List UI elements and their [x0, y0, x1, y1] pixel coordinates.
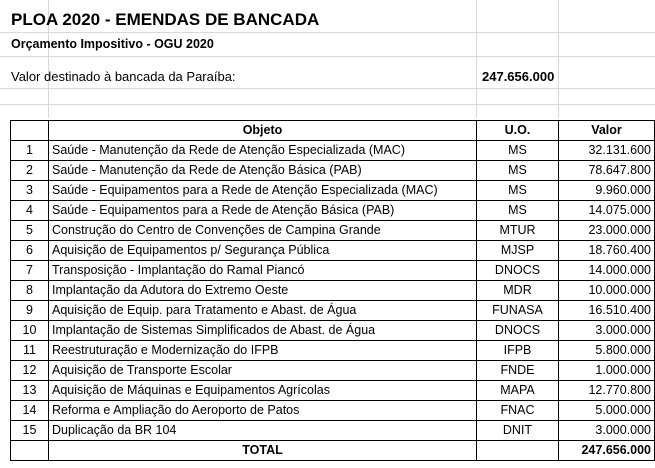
row-valor: 14.075.000	[559, 201, 655, 221]
table-row	[11, 161, 655, 181]
row-objeto: Saúde - Equipamentos para a Rede de Atenção Especializada (MAC)	[49, 181, 477, 201]
row-objeto: Aquisição de Transporte Escolar	[49, 361, 477, 381]
row-valor: 14.000.000	[559, 261, 655, 281]
gridline	[0, 56, 655, 57]
row-number: 7	[11, 261, 49, 281]
table-row	[11, 401, 655, 421]
table-row	[11, 181, 655, 201]
row-objeto: Saúde - Equipamentos para a Rede de Atenção Básica (PAB)	[49, 201, 477, 221]
row-valor: 12.770.800	[559, 381, 655, 401]
row-valor: 78.647.800	[559, 161, 655, 181]
row-uo: MTUR	[477, 221, 559, 241]
row-number: 15	[11, 421, 49, 441]
row-valor: 5.800.000	[559, 341, 655, 361]
emendas-table	[10, 120, 655, 461]
row-number: 9	[11, 301, 49, 321]
row-objeto: Implantação da Adutora do Extremo Oeste	[49, 281, 477, 301]
row-objeto: Saúde - Manutenção da Rede de Atenção Básica (PAB)	[49, 161, 477, 181]
row-objeto: Implantação de Sistemas Simplificados de Abast. de Água	[49, 321, 477, 341]
row-uo: MS	[477, 201, 559, 221]
page-subtitle: Orçamento Impositivo - OGU 2020	[11, 37, 214, 51]
row-number: 1	[11, 141, 49, 161]
row-valor: 23.000.000	[559, 221, 655, 241]
row-objeto: Aquisição de Equipamentos p/ Segurança Pública	[49, 241, 477, 261]
row-valor: 5.000.000	[559, 401, 655, 421]
row-number: 12	[11, 361, 49, 381]
page-title: PLOA 2020 - EMENDAS DE BANCADA	[11, 10, 320, 29]
table-row	[11, 261, 655, 281]
total-blank-cell	[477, 441, 559, 461]
row-uo: MAPA	[477, 381, 559, 401]
header-objeto: Objeto	[49, 121, 477, 141]
row-number: 5	[11, 221, 49, 241]
row-objeto: Reestruturação e Modernização do IFPB	[49, 341, 477, 361]
table-row	[11, 201, 655, 221]
row-number: 3	[11, 181, 49, 201]
row-uo: FUNASA	[477, 301, 559, 321]
row-number: 13	[11, 381, 49, 401]
row-number: 10	[11, 321, 49, 341]
row-objeto: Aquisição de Máquinas e Equipamentos Agrícolas	[49, 381, 477, 401]
row-valor: 3.000.000	[559, 421, 655, 441]
table-row	[11, 241, 655, 261]
table-row	[11, 301, 655, 321]
row-valor: 3.000.000	[559, 321, 655, 341]
row-uo: DNOCS	[477, 321, 559, 341]
row-objeto: Construção do Centro de Convenções de Campina Grande	[49, 221, 477, 241]
row-uo: MS	[477, 161, 559, 181]
row-valor: 16.510.400	[559, 301, 655, 321]
row-number: 11	[11, 341, 49, 361]
header-valor: Valor	[559, 121, 655, 141]
row-uo: DNIT	[477, 421, 559, 441]
row-uo: MS	[477, 181, 559, 201]
row-uo: MJSP	[477, 241, 559, 261]
table-row	[11, 321, 655, 341]
row-valor: 18.760.400	[559, 241, 655, 261]
row-objeto: Saúde - Manutenção da Rede de Atenção Especializada (MAC)	[49, 141, 477, 161]
table-row	[11, 421, 655, 441]
row-valor: 32.131.600	[559, 141, 655, 161]
gridline	[476, 0, 477, 118]
row-uo: MS	[477, 141, 559, 161]
total-blank-cell	[11, 441, 49, 461]
row-number: 4	[11, 201, 49, 221]
row-objeto: Duplicação da BR 104	[49, 421, 477, 441]
valor-destinado-value: 247.656.000	[482, 69, 555, 84]
row-number: 2	[11, 161, 49, 181]
row-objeto: Transposição - Implantação do Ramal Piancó	[49, 261, 477, 281]
total-label: TOTAL	[49, 441, 477, 461]
row-number: 14	[11, 401, 49, 421]
row-uo: IFPB	[477, 341, 559, 361]
table-row	[11, 221, 655, 241]
row-uo: DNOCS	[477, 261, 559, 281]
row-uo: FNAC	[477, 401, 559, 421]
gridline	[558, 0, 559, 118]
row-uo: FNDE	[477, 361, 559, 381]
table-row	[11, 361, 655, 381]
header-uo: U.O.	[477, 121, 559, 141]
row-valor: 1.000.000	[559, 361, 655, 381]
gridline	[0, 104, 655, 105]
table-row	[11, 281, 655, 301]
row-valor: 9.960.000	[559, 181, 655, 201]
row-number: 6	[11, 241, 49, 261]
row-valor: 10.000.000	[559, 281, 655, 301]
table-row	[11, 141, 655, 161]
row-number: 8	[11, 281, 49, 301]
total-value: 247.656.000	[559, 441, 655, 461]
table-header-row	[11, 121, 655, 141]
table-row	[11, 381, 655, 401]
gridline	[0, 88, 655, 89]
row-objeto: Aquisição de Equip. para Tratamento e Abast. de Água	[49, 301, 477, 321]
row-uo: MDR	[477, 281, 559, 301]
total-row	[11, 441, 655, 461]
gridline	[0, 32, 655, 33]
table-row	[11, 341, 655, 361]
header-num	[11, 121, 49, 141]
valor-destinado-label: Valor destinado à bancada da Paraíba:	[11, 69, 236, 84]
row-objeto: Reforma e Ampliação do Aeroporto de Patos	[49, 401, 477, 421]
